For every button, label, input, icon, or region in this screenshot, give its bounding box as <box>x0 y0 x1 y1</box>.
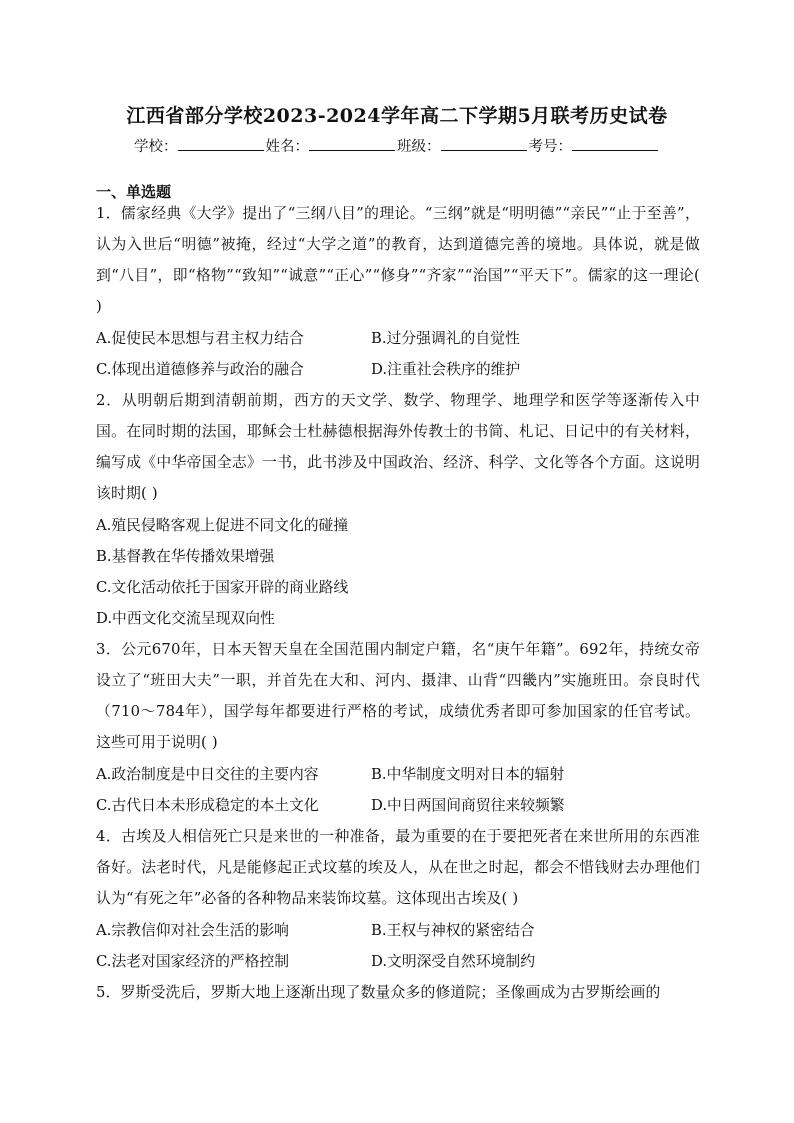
question-stem: 1．儒家经典《大学》提出了“三纲八目”的理论。“三纲”就是“明明德”“亲民”“止于至善”，认为入世后“明德”被掩，经过“大学之道”的教育，达到道德完善的境地。具体说，就是做到“八目”，即“格物”“致知”“诚意”“正心”“修身”“齐家”“治国”“平天下”。儒家的这一理论( ) <box>96 205 700 315</box>
question-option: B.王权与神权的紧密结合 <box>371 922 535 939</box>
page-title: 江西省部分学校2023-2024学年高二下学期5月联考历史试卷 <box>126 105 668 127</box>
class-blank[interactable] <box>441 137 527 151</box>
question-option: D.中日两国间商贸往来较频繁 <box>371 797 565 814</box>
school-label: 学校： <box>134 139 178 155</box>
class-field <box>397 135 529 156</box>
question-stem: 5．罗斯受洗后，罗斯大地上逐渐出现了数量众多的修道院；圣像画成为古罗斯绘画的 <box>96 984 661 1001</box>
question-option: C.古代日本未形成稳定的本土文化 <box>96 797 319 814</box>
question-option: A.宗教信仰对社会生活的影响 <box>96 922 289 939</box>
question-option: A.政治制度是中日交往的主要内容 <box>96 766 319 783</box>
question-option: B.基督教在华传播效果增强 <box>96 548 275 565</box>
exam-no-label: 考号： <box>528 139 572 155</box>
exam-no-field <box>529 135 661 156</box>
question-option: D.中西文化交流呈现双向性 <box>96 610 275 627</box>
question-option: C.法老对国家经济的严格控制 <box>96 953 290 970</box>
question-stem: 2．从明朝后期到清朝前期，西方的天文学、数学、物理学、地理学和医学等逐渐传入中国。在同时期的法国，耶稣会士杜赫德根据海外传教士的书简、札记、日记中的有关材料，编写成《中华帝国全志》一书，此书涉及中国政治、经济、科学、文化等各个方面。这说明该时期( ) <box>96 392 700 502</box>
exam-no-blank[interactable] <box>572 137 658 151</box>
school-blank[interactable] <box>178 137 264 151</box>
section-title: 一、单选题 <box>96 183 172 201</box>
name-blank[interactable] <box>309 137 395 151</box>
question-stem: 4．古埃及人相信死亡只是来世的一种准备，最为重要的在于要把死者在来世所用的东西准备好。法老时代，凡是能修起正式坟墓的埃及人，从在世之时起，都会不惜钱财去办理他们认为“有死之年”必备的各种物品来装饰坟墓。这体现出古埃及( ) <box>96 828 700 907</box>
question-option: B.中华制度文明对日本的辐射 <box>371 766 565 783</box>
question-option: A.殖民侵略客观上促进不同文化的碰撞 <box>96 517 349 534</box>
name-label: 姓名： <box>265 139 309 155</box>
school-field <box>134 135 266 156</box>
name-field <box>266 135 398 156</box>
class-label: 班级： <box>397 139 441 155</box>
question-option: D.注重社会秩序的维护 <box>371 361 521 378</box>
question-option: A.促使民本思想与君主权力结合 <box>96 330 304 347</box>
question-option: C.文化活动依托于国家开辟的商业路线 <box>96 579 349 596</box>
question-option: C.体现出道德修养与政治的融合 <box>96 361 304 378</box>
question-stem: 3．公元670年，日本天智天皇在全国范围内制定户籍，名“庚午年籍”。692年，持统女帝设立了“班田大夫”一职，并首先在大和、河内、摄津、山背“四畿内”实施班田。奈良时代（710～784年），国学每年都要进行严格的考试，成绩优秀者即可参加国家的任官考试。这些可用于说明( ) <box>96 641 700 751</box>
question-option: D.文明深受自然环境制约 <box>371 953 536 970</box>
student-info-line <box>0 135 794 156</box>
question-option: B.过分强调礼的自觉性 <box>371 330 520 347</box>
